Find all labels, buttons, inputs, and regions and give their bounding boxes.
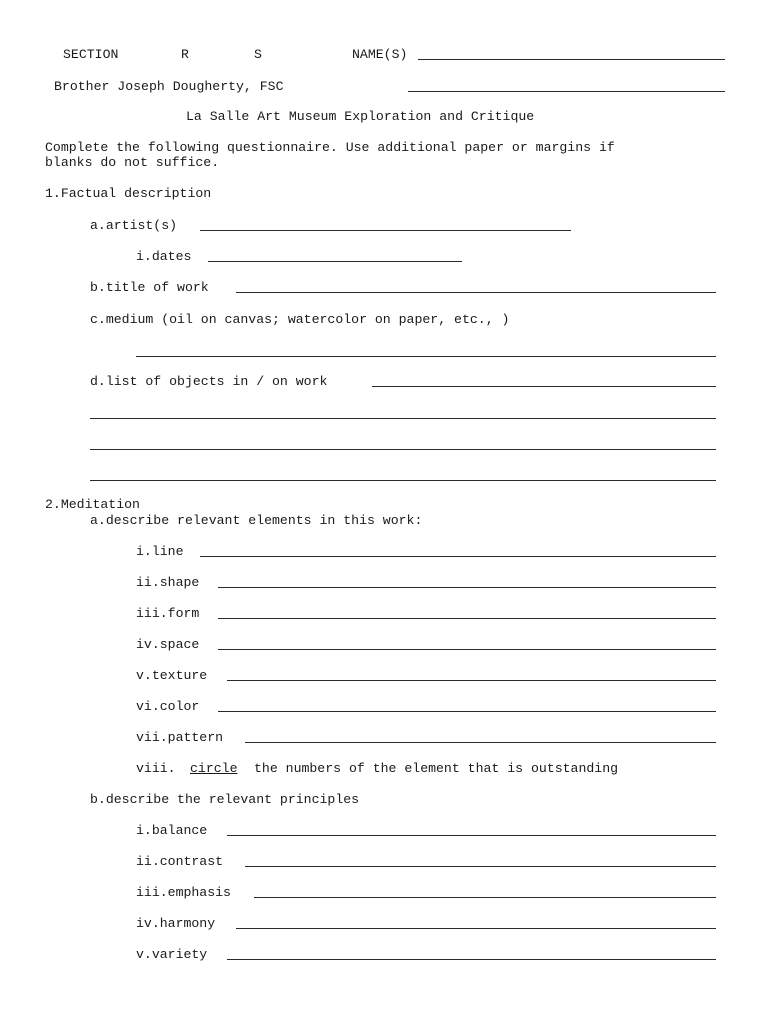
principles-heading: b.describe the relevant principles — [90, 792, 360, 807]
section1-heading-row — [0, 185, 770, 203]
instructions-text-1: Complete the following questionnaire. Use additional paper or margins if — [45, 140, 615, 155]
objects-blank-row-3 — [0, 436, 770, 454]
emphasis-blank[interactable] — [254, 897, 716, 898]
elements-heading-row — [0, 512, 770, 530]
balance-row — [0, 822, 770, 840]
objects-blank-4[interactable] — [90, 480, 716, 481]
artist-blank[interactable] — [200, 230, 571, 231]
instructor-row — [0, 78, 770, 96]
variety-row — [0, 946, 770, 964]
title-of-work-label: b.title of work — [90, 280, 209, 295]
dates-row — [0, 248, 770, 266]
elements-heading: a.describe relevant elements in this work: — [90, 513, 423, 528]
s-label: S — [254, 47, 262, 62]
artist-label: a.artist(s) — [90, 218, 178, 233]
harmony-label: iv.harmony — [136, 916, 216, 931]
form-row — [0, 605, 770, 623]
objects-blank[interactable] — [372, 386, 716, 387]
shape-label: ii.shape — [136, 575, 200, 590]
names-blank[interactable] — [418, 59, 725, 60]
outstanding-row — [0, 760, 770, 778]
dates-blank[interactable] — [208, 261, 462, 262]
balance-blank[interactable] — [227, 835, 716, 836]
instructor-name: Brother Joseph Dougherty, FSC — [54, 79, 284, 94]
title-of-work-row — [0, 279, 770, 297]
harmony-row — [0, 915, 770, 933]
space-blank[interactable] — [218, 649, 716, 650]
section-label: SECTION — [63, 47, 119, 62]
principles-heading-row — [0, 791, 770, 809]
medium-blank-row — [0, 343, 770, 361]
instructions-text-2: blanks do not suffice. — [45, 155, 220, 170]
texture-blank[interactable] — [227, 680, 716, 681]
shape-row — [0, 574, 770, 592]
section1-heading: 1.Factual description — [45, 186, 212, 201]
dates-label: i.dates — [136, 249, 192, 264]
contrast-blank[interactable] — [245, 866, 716, 867]
pattern-row — [0, 729, 770, 747]
names-blank-2[interactable] — [408, 91, 725, 92]
line-row — [0, 543, 770, 561]
objects-row — [0, 373, 770, 391]
space-row — [0, 636, 770, 654]
title-of-work-blank[interactable] — [236, 292, 716, 293]
medium-row — [0, 311, 770, 329]
medium-label: c.medium (oil on canvas; watercolor on paper, etc., ) — [90, 312, 510, 327]
balance-label: i.balance — [136, 823, 208, 838]
line-blank[interactable] — [200, 556, 716, 557]
form-label: iii.form — [136, 606, 200, 621]
harmony-blank[interactable] — [236, 928, 716, 929]
r-label: R — [181, 47, 189, 62]
objects-blank-2[interactable] — [90, 418, 716, 419]
title-row — [0, 108, 770, 126]
color-row — [0, 698, 770, 716]
shape-blank[interactable] — [218, 587, 716, 588]
circle-word: circle — [190, 761, 238, 776]
contrast-row — [0, 853, 770, 871]
variety-blank[interactable] — [227, 959, 716, 960]
header-row — [0, 46, 770, 64]
color-blank[interactable] — [218, 711, 716, 712]
color-label: vi.color — [136, 699, 200, 714]
emphasis-row — [0, 884, 770, 902]
contrast-label: ii.contrast — [136, 854, 224, 869]
variety-label: v.variety — [136, 947, 208, 962]
section2-heading: 2.Meditation — [45, 497, 140, 512]
form-blank[interactable] — [218, 618, 716, 619]
names-label: NAME(S) — [352, 47, 408, 62]
artist-row — [0, 217, 770, 235]
pattern-label: vii.pattern — [136, 730, 224, 745]
objects-blank-row-4 — [0, 467, 770, 485]
objects-blank-3[interactable] — [90, 449, 716, 450]
medium-blank[interactable] — [136, 356, 716, 357]
objects-label: d.list of objects in / on work — [90, 374, 328, 389]
texture-row — [0, 667, 770, 685]
line-label: i.line — [136, 544, 184, 559]
space-label: iv.space — [136, 637, 200, 652]
texture-label: v.texture — [136, 668, 208, 683]
viii-prefix: viii. — [136, 761, 176, 776]
pattern-blank[interactable] — [245, 742, 716, 743]
instructions-row-2 — [0, 154, 770, 172]
objects-blank-row-2 — [0, 405, 770, 423]
emphasis-label: iii.emphasis — [136, 885, 231, 900]
document-title: La Salle Art Museum Exploration and Critique — [186, 109, 535, 124]
viii-suffix: the numbers of the element that is outstanding — [254, 761, 619, 776]
